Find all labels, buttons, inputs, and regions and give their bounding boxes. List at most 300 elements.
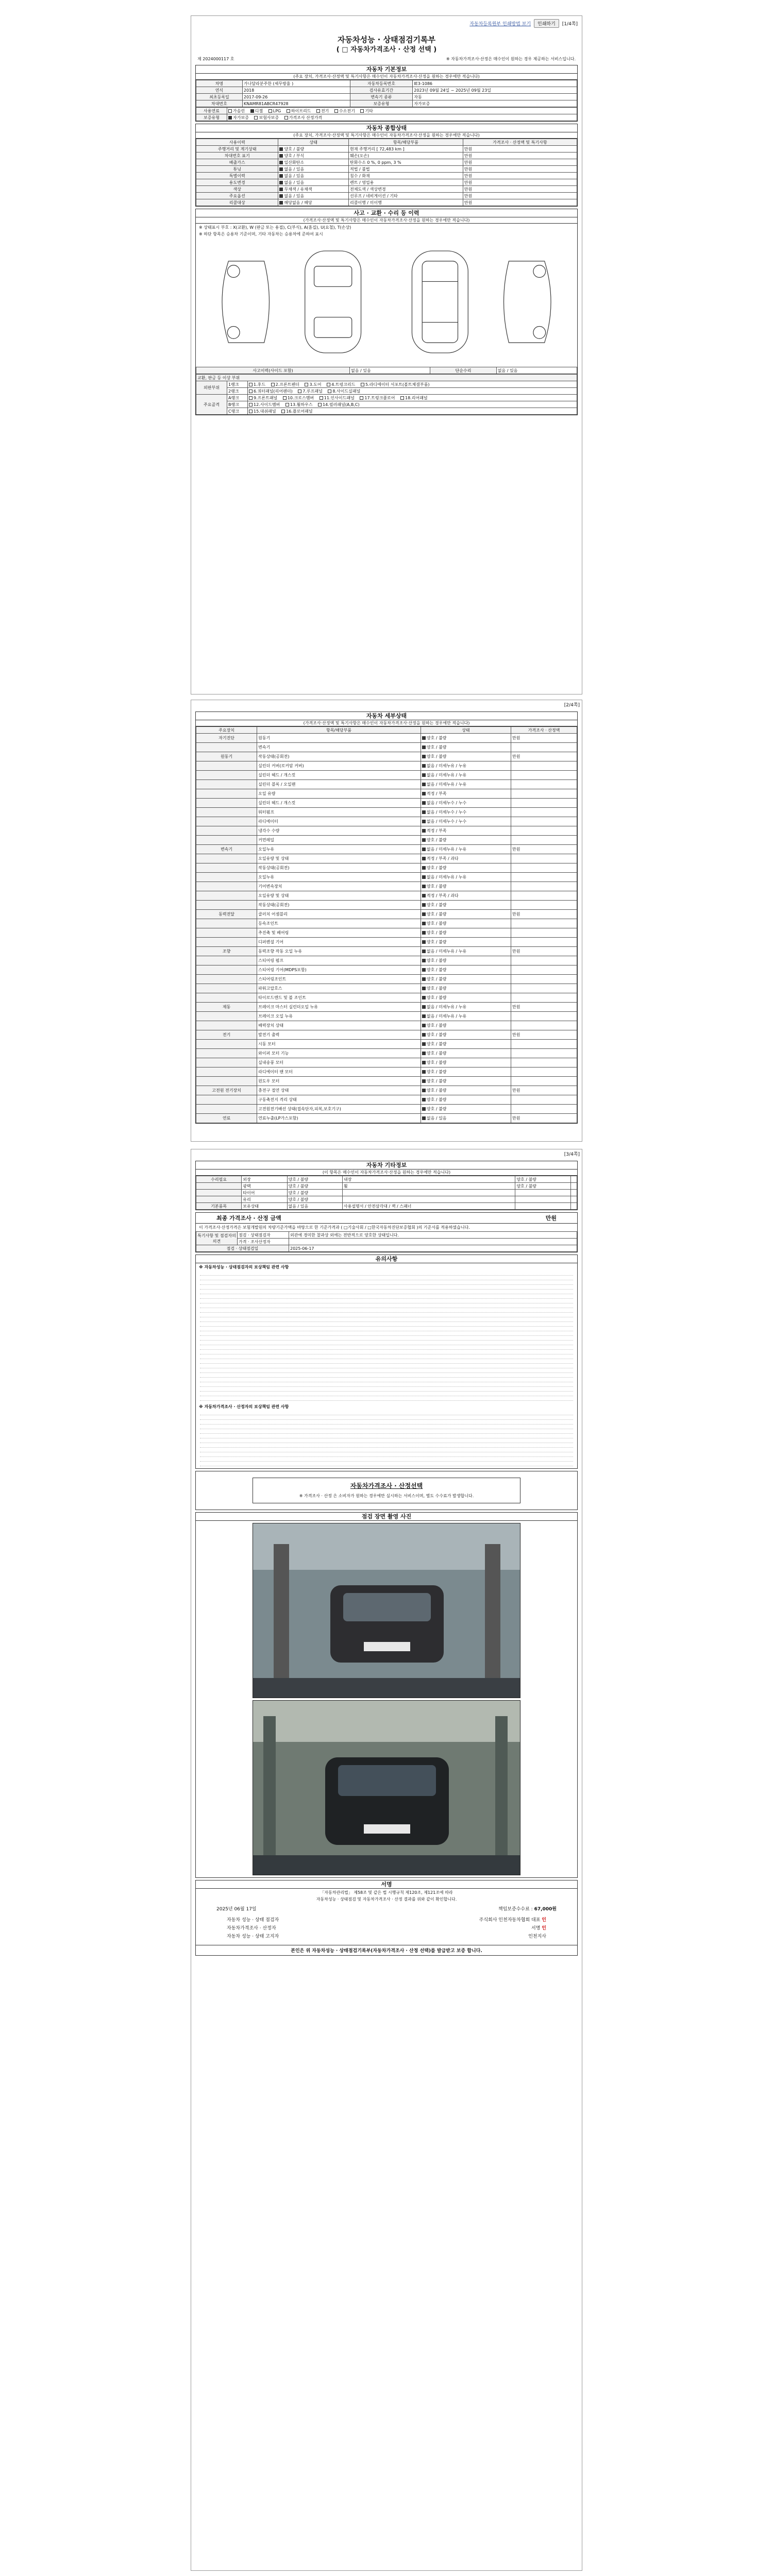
status-cell: 양호 / 불량 [278,146,348,152]
checkbox-option[interactable]: 15.대쉬패널 [249,409,277,414]
warranty-label: 보증유형 [196,114,227,121]
field-label: 차명 [196,80,243,87]
status-cell: 색상 [196,186,278,193]
confirm-text: ※ 가격조사 · 산정 은 소비자가 원하는 경우에만 실시하는 서비스이며, 별도 수수료가 발생합니다. [299,1494,474,1498]
checkbox-icon[interactable] [320,396,323,400]
etc-cell: 외장 [242,1176,287,1183]
checkbox-icon[interactable] [422,950,426,953]
brank-label: B랭크 [227,401,248,408]
detail-cell: 양호 / 불량 [421,863,511,873]
detail-cell: 제동 [196,1003,257,1012]
checkbox-icon[interactable] [422,996,426,999]
checkbox-icon[interactable] [422,820,426,823]
detail-cell: 적정 / 부족 / 과다 [421,854,511,863]
notice-line [200,1452,573,1457]
detail-cell [196,808,257,817]
detail-row [196,1095,577,1105]
detail-cell: 만원 [511,845,577,854]
checkbox-icon[interactable] [422,1116,426,1120]
checkbox-option[interactable]: 8.사이드실패널 [328,389,360,394]
etc-cell [196,1183,242,1190]
detail-row [196,836,577,845]
detail-cell: 만원 [511,1086,577,1095]
field-value: 2018 [242,87,350,94]
inspector-label: 점검 · 상태점검자 [238,1232,289,1239]
checkbox-icon[interactable] [422,1024,426,1027]
crank-options [248,408,577,415]
status-row [196,173,577,179]
detail-cell [196,799,257,808]
notice-line [200,1387,573,1392]
checkbox-icon[interactable] [287,109,290,113]
etc-header: 자동차 기타정보 [196,1161,577,1170]
checkbox-option[interactable]: 보험사보증 [254,115,280,120]
status-cell: 만원 [463,159,577,166]
checkbox-option[interactable]: 하이브리드 [287,109,312,113]
car-diagram [196,238,577,367]
etc-value [570,1176,577,1183]
checkbox-icon[interactable] [422,940,426,944]
checkbox-icon[interactable] [422,764,426,768]
etc-cell: 양호 / 불량 [287,1190,342,1196]
status-cell: 리콜이행 / 미이행 [348,199,463,206]
notice-line [200,1425,573,1429]
detail-row [196,1067,577,1077]
detail-cell: 없음 / 있음 [421,1114,511,1123]
detail-cell [196,938,257,947]
notice-line [200,1392,573,1396]
checkbox-icon[interactable] [422,922,426,925]
detail-cell: 실내송풍 모터 [257,1058,421,1067]
detail-cell [196,780,257,789]
checkbox-icon[interactable] [316,109,320,113]
detail-cell [511,873,577,882]
etc-cell: 양호 / 불량 [515,1176,570,1183]
checkbox-icon[interactable] [422,1107,426,1111]
detail-cell [196,919,257,928]
detail-cell: 적정 / 부족 [421,826,511,836]
checkbox-icon[interactable] [254,116,258,120]
etc-cell: 양호 / 불량 [515,1183,570,1190]
status-row [196,152,577,159]
detail-row [196,817,577,826]
checkbox-icon[interactable] [360,396,363,400]
detail-cell: 발전기 출력 [257,1030,421,1040]
sign-header: 서명 [196,1880,577,1889]
notice-line [200,1341,573,1345]
etc-row [196,1176,577,1183]
detail-cell: 양호 / 불량 [421,956,511,965]
checkbox-option[interactable]: 디젤 [250,109,264,113]
checkbox-option[interactable]: 1.후드 [249,382,267,387]
checkbox-icon[interactable] [279,201,283,205]
checkbox-icon[interactable] [422,773,426,777]
detail-cell: 없음 / 미세누수 / 누수 [421,808,511,817]
checkbox-icon[interactable] [422,1033,426,1037]
detail-cell: 양호 / 불량 [421,965,511,975]
detail-row [196,873,577,882]
detail-row [196,789,577,799]
notice-line [200,1276,573,1280]
checkbox-icon[interactable] [422,866,426,870]
checkbox-option[interactable]: 18.리어패널 [400,396,428,400]
detail-row [196,1021,577,1030]
checkbox-option[interactable]: 3.도어 [305,382,323,387]
checkbox-option[interactable]: 전기 [316,109,330,113]
detail-cell [196,1040,257,1049]
detail-cell: 양호 / 불량 [421,743,511,752]
detail-row [196,845,577,854]
sign-stamp: 인 [542,1926,546,1931]
checkbox-icon[interactable] [228,116,232,120]
status-cell: 특별이력 [196,173,278,179]
detail-cell: 없음 / 미세누유 / 누유 [421,873,511,882]
status-row [196,186,577,193]
checkbox-icon[interactable] [422,1005,426,1009]
detail-cell [511,882,577,891]
detail-cell: 양호 / 불량 [421,1030,511,1040]
basic-info-header: 자동차 기본정보 [196,65,577,74]
detail-cell: 오일누유 [257,873,421,882]
doc-title: 자동차성능 · 상태점검기록부 [337,35,436,44]
checkbox-icon[interactable] [305,383,308,386]
column-header: 상태 [421,727,511,734]
checkbox-icon[interactable] [422,1070,426,1074]
checkbox-icon[interactable] [422,1079,426,1083]
notice-header: 유의사항 [196,1255,577,1263]
detail-cell [196,993,257,1003]
checkbox-icon[interactable] [422,829,426,833]
inspector-remark: 외관에 경미한 찰과상 외에는 전반적으로 양호한 상태입니다. [289,1232,577,1239]
basic-row [196,80,577,87]
detail-cell [511,1058,577,1067]
checkbox-option[interactable]: 가격조사 산정가격 [284,115,322,120]
checkbox-icon[interactable] [279,194,283,198]
status-row [196,179,577,186]
status-cell: 용도변경 [196,179,278,186]
detail-cell: 고전원 전기장치 [196,1086,257,1095]
status-cell: 만원 [463,152,577,159]
detail-cell [196,1067,257,1077]
checkbox-icon[interactable] [279,161,283,164]
status-row [196,193,577,199]
checkbox-option[interactable]: 5.라디에이터 서포트(볼트체결부품) [361,382,430,387]
checkbox-icon[interactable] [327,383,330,386]
checkbox-option[interactable]: 기타 [360,109,373,113]
detail-cell [511,1012,577,1021]
checkbox-option[interactable]: 13.휠하우스 [285,402,314,407]
checkbox-option[interactable]: 10.크로스멤버 [283,396,315,400]
checkbox-icon[interactable] [422,875,426,879]
valuation-section [195,1212,578,1252]
detail-cell: 충전구 절연 상태 [257,1086,421,1095]
accident-sub: (가격조사·산정액 및 특기사항은 매수인이 자동차가격조사·산정을 원하는 경우에만 적습니다) [196,217,577,224]
notice-line [200,1308,573,1313]
basic-info-sub: (주요 장치, 가격조사·산정액 및 특기사항은 매수인이 자동차가격조사·산정을 원하는 경우에만 적습니다) [196,74,577,80]
status-cell: 만원 [463,166,577,173]
checkbox-option[interactable]: LPG [268,109,282,113]
checkbox-icon[interactable] [279,188,283,191]
checkbox-icon[interactable] [422,783,426,786]
checkbox-icon[interactable] [422,801,426,805]
checkbox-icon[interactable] [422,838,426,842]
notice-line [200,1443,573,1448]
sign-label: 서명 [531,1926,541,1931]
checkbox-icon[interactable] [249,396,253,400]
accident-section [195,209,578,415]
detail-cell [196,891,257,901]
detail-cell [511,993,577,1003]
status-cell: 없음 / 있음 [278,166,348,173]
detail-cell: 시동 모터 [257,1040,421,1049]
detail-cell: 브레이크 마스터 실린더오일 누유 [257,1003,421,1012]
inspection-date: 2025-06-17 [289,1245,577,1252]
checkbox-icon[interactable] [422,755,426,758]
column-header: 상태 [278,139,348,146]
detail-cell [196,1012,257,1021]
page-number: [2/4쪽] [564,703,580,708]
notice-line [200,1294,573,1299]
etc-cell: 기본품목 [196,1203,242,1210]
checkbox-icon[interactable] [422,1089,426,1092]
checkbox-icon[interactable] [422,1042,426,1046]
checkbox-icon[interactable] [422,1098,426,1101]
accident-legend-2: ※ 하단 항목은 승용차 기준이며, 기타 자동차는 승용차에 준하여 표시 [199,232,323,236]
checkbox-icon[interactable] [422,885,426,888]
detail-cell: 양호 / 불량 [421,1049,511,1058]
print-button[interactable]: 인쇄하기 [534,19,559,28]
sign-date: 2025년 06월 17일 [216,1907,257,1912]
checkbox-icon[interactable] [249,410,253,413]
detail-cell: 자기진단 [196,734,257,743]
checkbox-option[interactable]: 9.프론트패널 [249,396,279,400]
checkbox-icon[interactable] [422,1014,426,1018]
checkbox-icon[interactable] [422,903,426,907]
etc-cell: 유리 [242,1196,287,1203]
checkbox-icon[interactable] [422,1061,426,1064]
status-cell: 리콜대상 [196,199,278,206]
checkbox-option[interactable]: 수소전기 [334,109,356,113]
detail-sub: (가격조사·산정액 및 특기사항은 매수인이 자동차가격조사·산정을 원하는 경우에만 적습니다) [196,720,577,726]
detail-cell [511,1105,577,1114]
detail-cell [196,789,257,799]
etc-cell: 양호 / 불량 [287,1183,342,1190]
status-table [196,139,577,206]
checkbox-option[interactable]: 6.쿼터패널(리어펜더) [249,389,294,394]
detail-row [196,761,577,771]
checkbox-icon[interactable] [268,109,272,113]
status-row [196,199,577,206]
checkbox-icon[interactable] [422,912,426,916]
checkbox-option[interactable]: 가솔린 [228,109,246,113]
field-value: 2023년 09월 24일 ~ 2025년 09월 23일 [413,87,577,94]
detail-row [196,1040,577,1049]
outer-label: 외판부위 [196,381,227,395]
detail-cell [511,761,577,771]
checkbox-icon[interactable] [298,389,301,393]
sign-text-1: 「자동차관리법」 제58조 및 같은 법 시행규칙 제120조, 제121조에 따라 [320,1890,453,1895]
etc-value [570,1196,577,1203]
checkbox-icon[interactable] [361,383,364,386]
detail-cell: 양호 / 불량 [421,984,511,993]
detail-cell [511,826,577,836]
checkbox-icon[interactable] [422,745,426,749]
checkbox-icon[interactable] [279,181,283,184]
checkbox-option[interactable]: 16.플로어패널 [281,409,312,414]
detail-row [196,752,577,761]
detail-cell: 양호 / 불량 [421,938,511,947]
checkbox-icon[interactable] [249,389,253,393]
status-cell: 주행거리 및 계기상태 [196,146,278,152]
detail-cell [511,938,577,947]
detail-cell [511,1077,577,1086]
checkbox-icon[interactable] [422,894,426,897]
checkbox-icon[interactable] [422,792,426,795]
checkbox-icon[interactable] [279,147,283,151]
car-rear-photo [253,1701,520,1875]
status-cell: 적법 / 불법 [348,166,463,173]
checkbox-icon[interactable] [422,848,426,851]
detail-cell: 만원 [511,1114,577,1123]
checkbox-icon[interactable] [422,810,426,814]
detail-cell: 와이퍼 모터 기능 [257,1049,421,1058]
checkbox-icon[interactable] [279,167,283,171]
notice-line [200,1303,573,1308]
checkbox-icon[interactable] [422,968,426,972]
checkbox-icon[interactable] [422,1052,426,1055]
detail-cell [511,1040,577,1049]
detail-row [196,743,577,752]
checkbox-icon[interactable] [279,174,283,178]
detail-row [196,1030,577,1040]
checkbox-icon[interactable] [250,109,254,113]
checkbox-option[interactable]: 7.루프패널 [298,389,324,394]
checkbox-icon[interactable] [249,403,253,406]
status-row [196,146,577,152]
signer-role: 자동차가격조사 · 산정자 [227,1926,276,1931]
detail-cell [511,780,577,789]
valuation-text: 이 가격조사·산정가격은 보험개발원의 차량기준가액을 바탕으로 한 기준가격과 ( □기술사회 / □한국자동차진단보증협회 )의 기준서를 적용하였습니다. [199,1225,470,1230]
accident-header: 사고 · 교환 · 수리 등 이력 [196,209,577,217]
checkbox-option[interactable]: 17.트렁크플로어 [360,396,396,400]
checkbox-icon[interactable] [279,154,283,158]
checkbox-option[interactable]: 4.트렁크리드 [327,382,357,387]
rank1-options [248,381,577,388]
status-cell: 튜닝 [196,166,278,173]
detail-row [196,1086,577,1095]
detail-cell: 기어변속장치 [257,882,421,891]
field-label: 검사유효기간 [350,87,413,94]
checkbox-option[interactable]: 자가보증 [228,115,250,120]
detail-cell: 양호 / 불량 [421,1067,511,1077]
page-number: [3/4쪽] [564,1152,580,1157]
checkbox-icon[interactable] [285,403,289,406]
doc-number: 제 2024000117 호 [197,57,234,61]
etc-table [196,1176,577,1210]
checkbox-option[interactable]: 2.프론트펜더 [271,382,301,387]
car-diagram-svg [198,240,575,364]
detail-cell: 없음 / 미세누유 / 누유 [421,1012,511,1021]
checkbox-icon[interactable] [360,109,364,113]
checkbox-icon[interactable] [271,383,275,386]
checkbox-icon[interactable] [422,931,426,935]
column-header: 사용이력 [196,139,278,146]
notice-line [200,1336,573,1341]
remarks-label: 특기사항 및 점검자의 의견 [196,1232,238,1245]
checkbox-icon[interactable] [334,109,338,113]
registration-print-link[interactable]: 자동차등록원부 인쇄방법 보기 [469,22,531,27]
checkbox-icon[interactable] [400,396,404,400]
checkbox-icon[interactable] [422,987,426,990]
detail-cell [196,863,257,873]
detail-row [196,1077,577,1086]
company-label: 주식회사 인천자동차협회 대표 [479,1918,541,1923]
accident-cell: 단순수리 [430,367,496,374]
etc-cell [196,1196,242,1203]
status-cell: 현재 주행거리 [ 72,483 km ] [348,146,463,152]
signer-role: 자동차 성능 · 상태 점검자 [227,1918,279,1923]
detail-cell: 변속기 [196,845,257,854]
field-value: KNAMR81ABCR47928 [242,100,350,107]
fuel-options [227,108,577,114]
detail-header: 자동차 세부상태 [196,712,577,720]
status-cell: 침수 / 화재 [348,173,463,179]
detail-cell: 만원 [511,1030,577,1040]
detail-cell: 없음 / 미세누수 / 누수 [421,799,511,808]
checkbox-icon[interactable] [422,857,426,860]
checkbox-icon[interactable] [422,977,426,981]
detail-cell: 만원 [511,910,577,919]
status-cell: 만원 [463,173,577,179]
column-header: 가격조사 · 산정액 및 특기사항 [463,139,577,146]
checkbox-option[interactable]: 12.사이드멤버 [249,402,281,407]
company-stamp: 인 [542,1918,546,1923]
checkbox-icon[interactable] [283,396,287,400]
arank-options [248,395,577,401]
checkbox-icon[interactable] [318,403,322,406]
notice-line [200,1434,573,1438]
checkbox-icon[interactable] [422,959,426,962]
detail-cell: 없음 / 미세누유 / 누유 [421,761,511,771]
status-cell: 선루프 / 네비게이션 / 기타 [348,193,463,199]
inspection-photo-rear [253,1700,520,1875]
inspection-date-label: 점검 · 상태점검일 [196,1245,289,1252]
field-value: 2017-09-26 [242,94,350,100]
detail-row [196,808,577,817]
checkbox-icon[interactable] [249,383,253,386]
etc-cell: 없음 / 있음 [287,1203,342,1210]
checkbox-option[interactable]: 11.인사이드패널 [320,396,356,400]
detail-cell [511,771,577,780]
checkbox-icon[interactable] [284,116,288,120]
status-cell: 없음 / 있음 [278,179,348,186]
detail-cell: 연료누출(LP가스포함) [257,1114,421,1123]
notice-line [200,1378,573,1382]
detail-row [196,956,577,965]
detail-cell: 적정 / 부족 [421,789,511,799]
status-cell: 렌트 / 영업용 [348,179,463,186]
field-label: 변속기 종류 [350,94,413,100]
detail-cell: 등속조인트 [257,919,421,928]
notice-section [195,1255,578,1469]
checkbox-icon[interactable] [228,109,232,113]
notice-line [200,1331,573,1336]
checkbox-icon[interactable] [328,389,331,393]
checkbox-option[interactable]: 14.필러패널(A,B,C) [318,402,360,407]
checkbox-icon[interactable] [422,736,426,740]
checkbox-icon[interactable] [281,410,285,413]
detail-row [196,901,577,910]
